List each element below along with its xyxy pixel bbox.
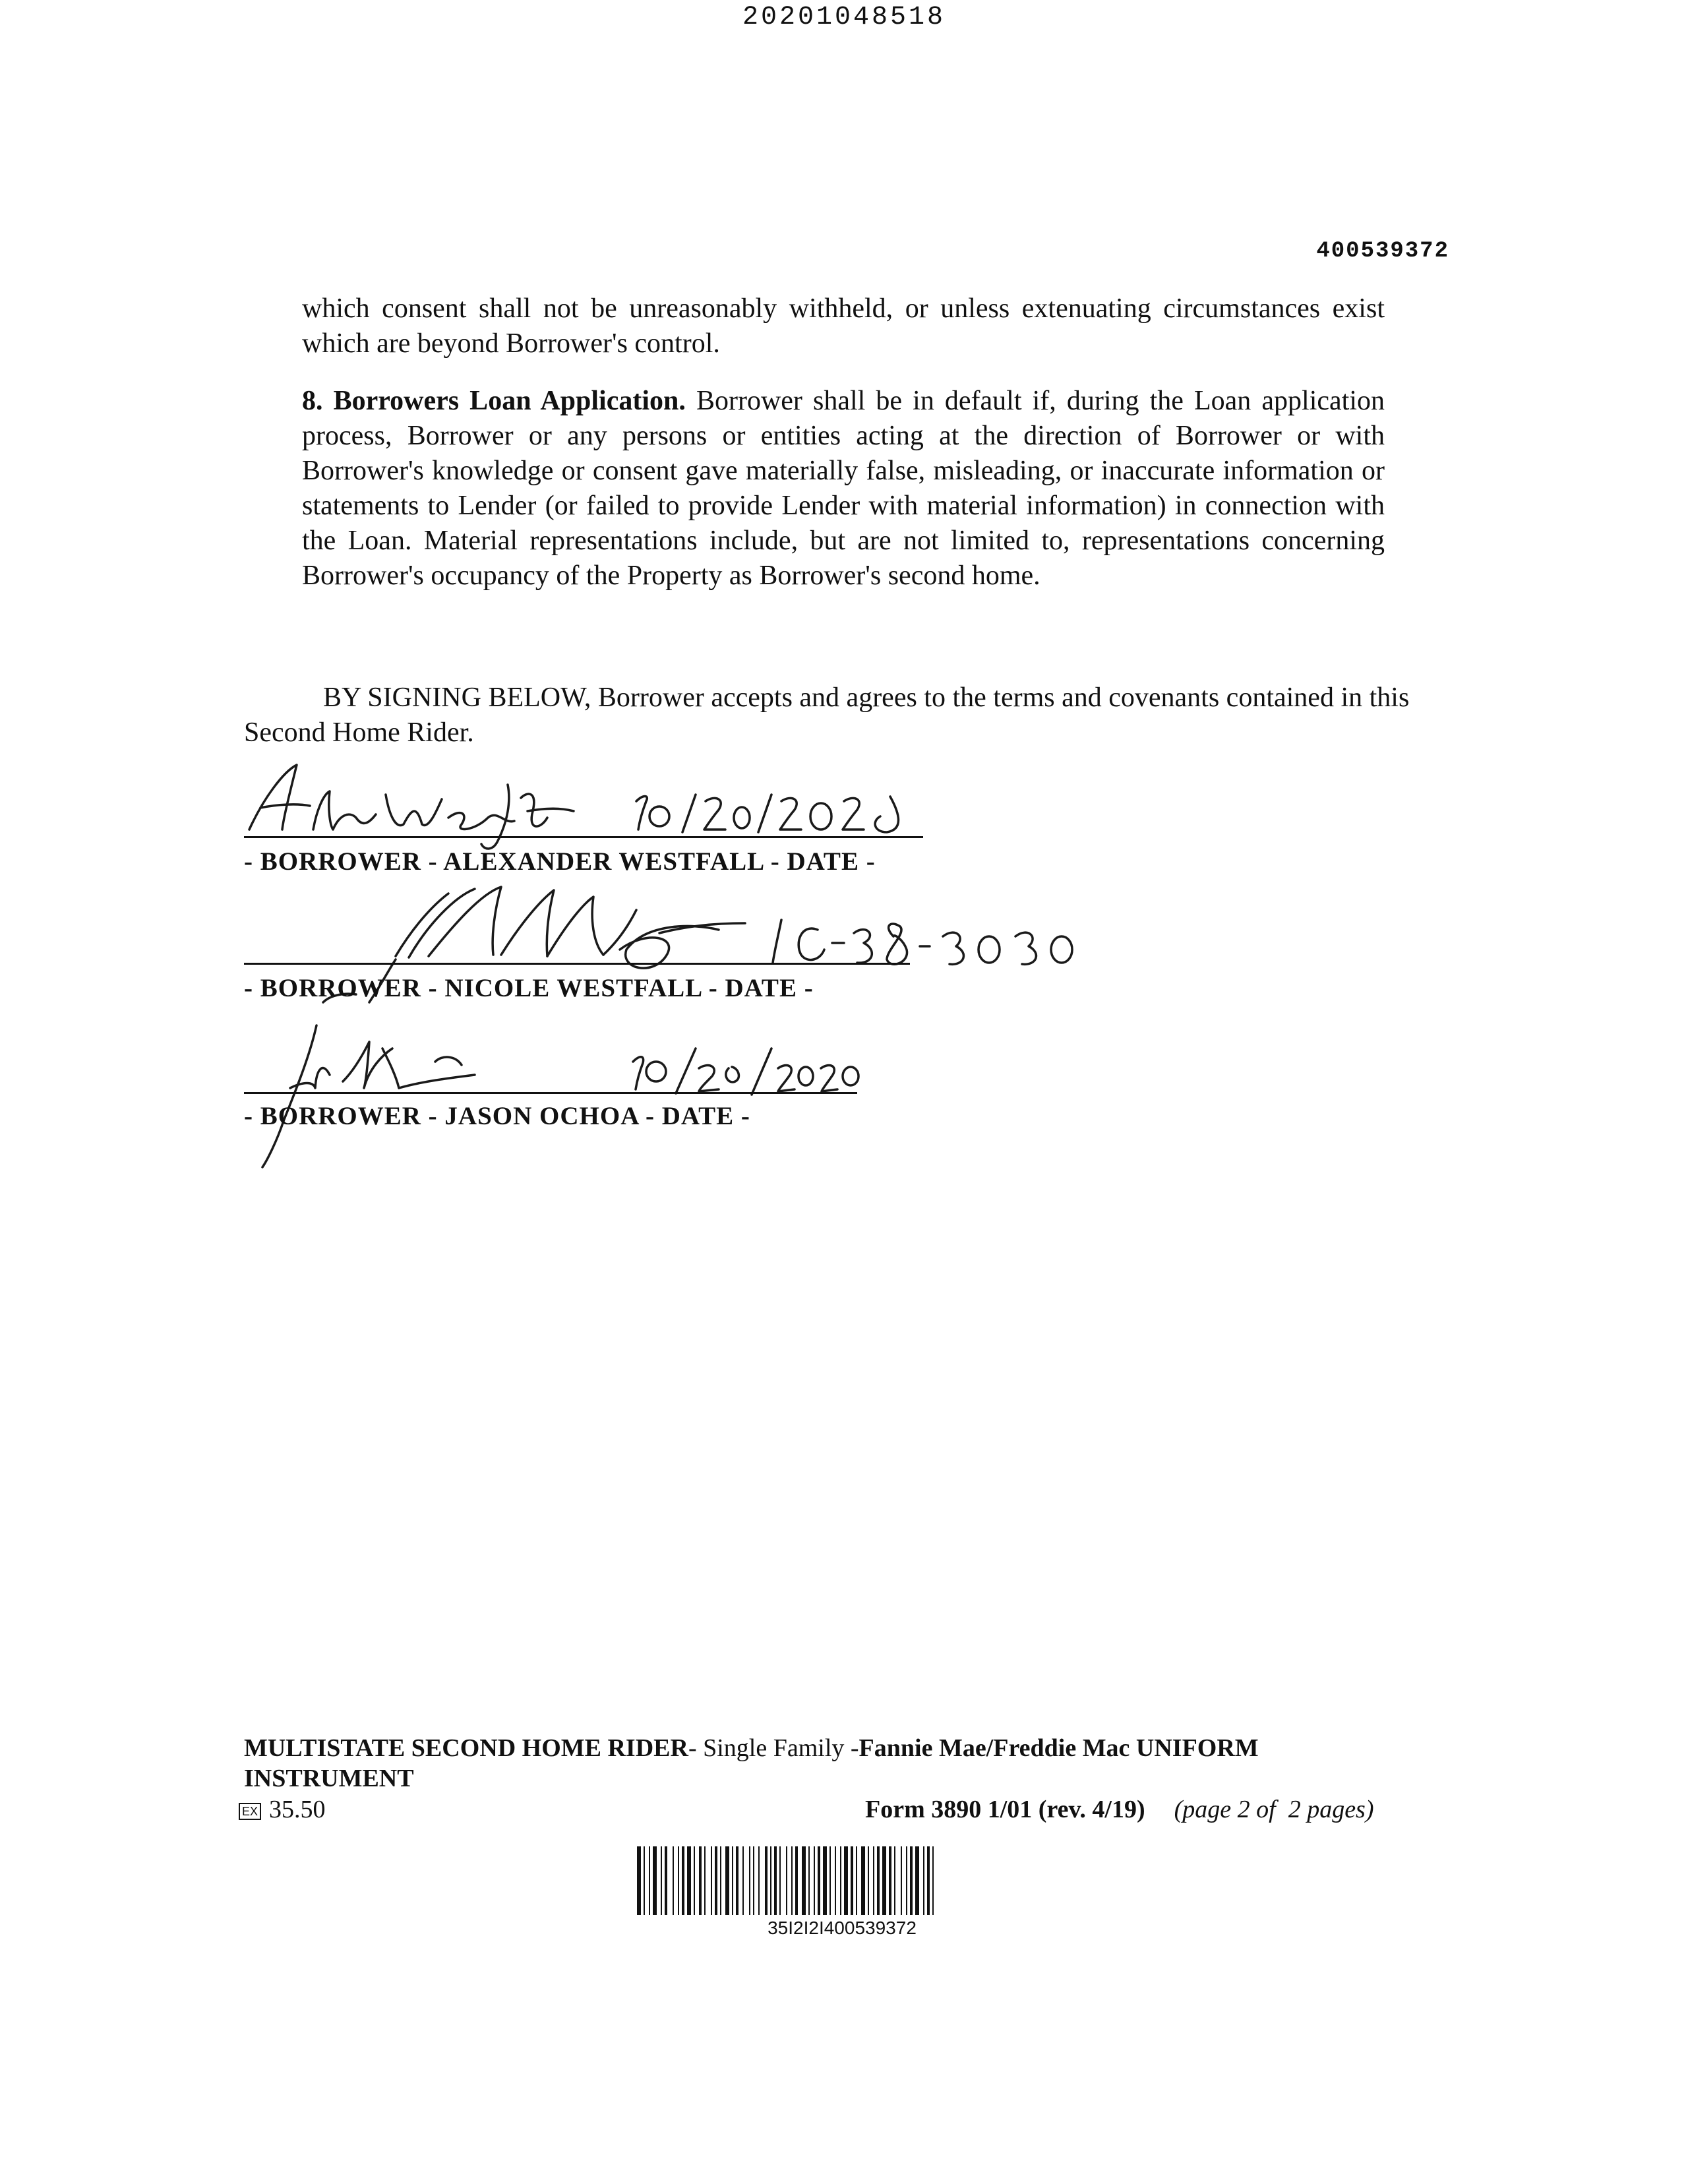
barcode-bar (829, 1846, 831, 1915)
barcode-bar (915, 1846, 919, 1915)
barcode-bar (682, 1846, 684, 1915)
barcode-bar (711, 1846, 712, 1915)
section-8-text: Borrower shall be in default if, during the Loan application process, Borrower or any persons or entities acting at the direction of Borrower or with Borrower's knowledge or consent gave materially false, misleading, or inaccurate information or statements to Lender (or failed to provide Lender with material information) in connection with the Loan. Material representations include, but are not limited to, representations concerning Borrower's occupancy of the Property as Borrower's second home. (302, 386, 1385, 591)
ex-badge: EX (239, 1803, 261, 1820)
barcode-bar (814, 1846, 815, 1915)
barcode-bar (770, 1846, 771, 1915)
barcode-bar (835, 1846, 836, 1915)
barcode-bar (673, 1846, 674, 1915)
barcode-bar (678, 1846, 679, 1915)
signature-line-3 (244, 1092, 857, 1094)
footer-title-bold-2: Fannie Mae/Freddie Mac UNIFORM INSTRUMENT (244, 1734, 1259, 1792)
form-identifier (865, 1795, 1374, 1824)
barcode-bar (715, 1846, 717, 1915)
barcode-bar (637, 1846, 641, 1915)
barcode-bar (894, 1846, 895, 1915)
barcode-bar (808, 1846, 810, 1915)
barcode-bar (661, 1846, 662, 1915)
date-jason-ochoa (633, 1048, 859, 1095)
signature-line-1 (244, 836, 923, 838)
section-8-heading: 8. Borrowers Loan Application. (302, 386, 686, 416)
footer-title-bold-1: MULTISTATE SECOND HOME RIDER (244, 1734, 688, 1762)
barcode-bar (653, 1846, 657, 1915)
footer-title-plain: - Single Family - (688, 1734, 859, 1762)
barcode-bar (725, 1846, 729, 1915)
barcode-bar (873, 1846, 874, 1915)
barcode-bar (910, 1846, 913, 1915)
barcode-bar (687, 1846, 691, 1915)
borrower-label-1: - BORROWER - ALEXANDER WESTFALL - DATE - (244, 847, 876, 876)
barcode-bar (732, 1846, 733, 1915)
barcode-bar (649, 1846, 650, 1915)
form-label: Form 3890 1/01 (rev. 4/19) (865, 1796, 1145, 1823)
form-code-value: 35.50 (269, 1796, 326, 1823)
continuation-paragraph: which consent shall not be unreasonably withheld, or unless extenuating circumstances exist which are beyond Borrower's control. (302, 293, 1385, 359)
barcode-bar (791, 1846, 793, 1915)
barcode-bar (923, 1846, 924, 1915)
barcode-bar (742, 1846, 744, 1915)
recording-number: 20201048518 (742, 3, 946, 32)
barcode-bar (802, 1846, 806, 1915)
barcode-bar (665, 1846, 667, 1915)
barcode-bar (901, 1846, 902, 1915)
barcode-bar (753, 1846, 754, 1915)
barcode-bar (786, 1846, 787, 1915)
barcode-bar (694, 1846, 695, 1915)
barcode-bar (704, 1846, 706, 1915)
barcode-bar (644, 1846, 645, 1915)
barcode-bar (840, 1846, 841, 1915)
borrower-label-3: - BORROWER - JASON OCHOA - DATE - (244, 1102, 750, 1130)
footer-title (244, 1733, 1431, 1794)
barcode-bar (877, 1846, 880, 1915)
barcode-bar (818, 1846, 820, 1915)
barcode-bar (795, 1846, 798, 1915)
barcode-bar (823, 1846, 827, 1915)
signing-statement: BY SIGNING BELOW, Borrower accepts and agrees to the terms and covenants contained in this Second Home Rider. (244, 682, 1410, 748)
barcode-bar (774, 1846, 777, 1915)
barcode-text: 35I2I2I400539372 (768, 1918, 917, 1938)
barcode-bar (699, 1846, 702, 1915)
barcode-bar (749, 1846, 750, 1915)
barcode-bar (861, 1846, 865, 1915)
barcode-bar (720, 1846, 721, 1915)
barcode-bar (758, 1846, 760, 1915)
page-label: (page 2 of 2 pages) (1174, 1796, 1374, 1823)
signature-line-2 (244, 963, 910, 965)
barcode-bar (844, 1846, 848, 1915)
barcode (634, 1846, 1050, 1915)
barcode-bar (856, 1846, 857, 1915)
date-nicole-westfall (773, 920, 1072, 964)
barcode-bar (927, 1846, 930, 1915)
barcode-bar (736, 1846, 738, 1915)
date-alexander-westfall (636, 795, 899, 832)
barcode-bar (851, 1846, 853, 1915)
barcode-bar (765, 1846, 768, 1915)
form-code (239, 1795, 326, 1824)
barcode-bar (882, 1846, 886, 1915)
loan-number: 400539372 (1316, 239, 1449, 264)
barcode-bar (889, 1846, 891, 1915)
barcode-bar (906, 1846, 907, 1915)
signature-jason-ochoa (262, 1025, 475, 1167)
barcode-bar (779, 1846, 781, 1915)
barcode-bar (932, 1846, 934, 1915)
borrower-label-2: - BORROWER - NICOLE WESTFALL - DATE - (244, 974, 814, 1002)
barcode-bar (868, 1846, 869, 1915)
